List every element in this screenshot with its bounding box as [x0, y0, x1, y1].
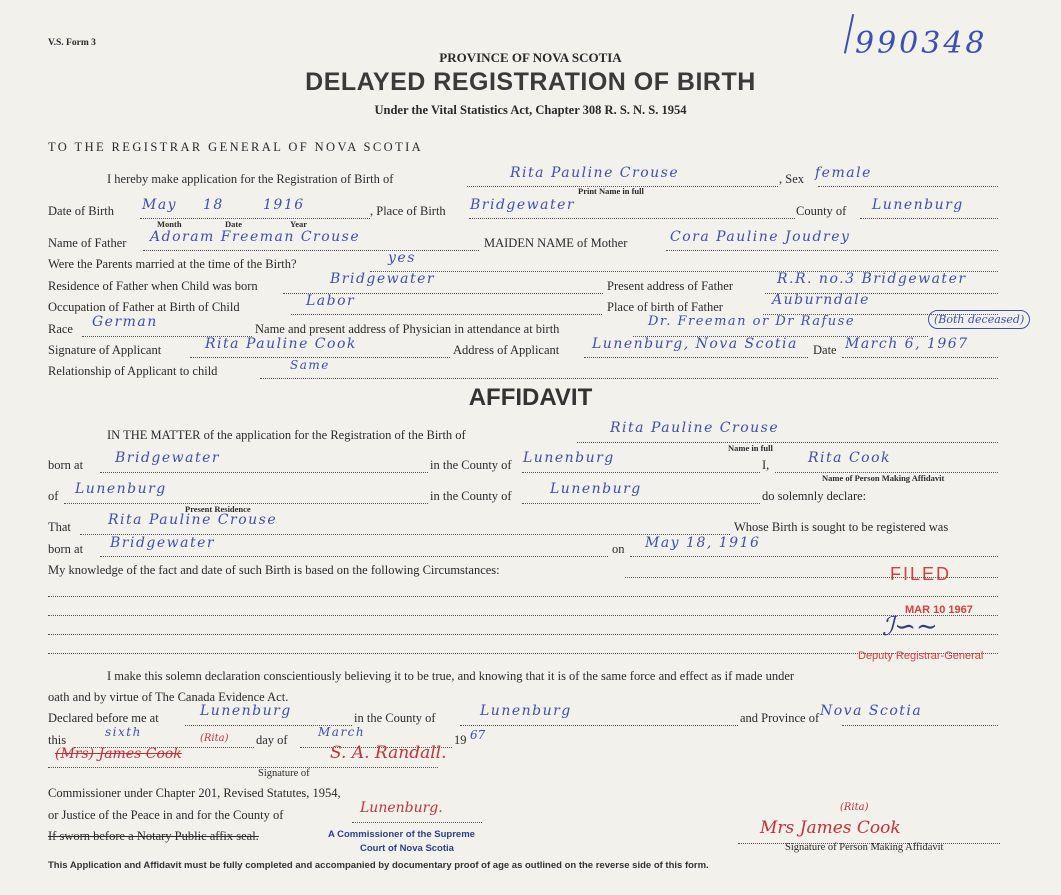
- footer-note: This Application and Affidavit must be fully completed and accompanied by documentary proof of age as outlined on the reverse side of this form.: [48, 860, 709, 871]
- applicant-signature: Rita Pauline Cook: [205, 336, 357, 352]
- solemn-line-1: I make this solemn declaration conscientiously believing it to be true, and knowing that it is of the same force and effect as if made under: [107, 669, 795, 683]
- place-label: , Place of Birth: [370, 204, 446, 218]
- justice-county-value: Lunenburg.: [360, 800, 443, 816]
- print-name-hint: Print Name in full: [578, 186, 644, 196]
- filed-date: MAR 10 1967: [905, 604, 973, 616]
- born-at-value: Bridgewater: [115, 450, 221, 466]
- commissioner-label: Commissioner under Chapter 201, Revised Statutes, 1954,: [48, 786, 341, 800]
- in-county-label: in the County of: [430, 458, 512, 472]
- form-title: DELAYED REGISTRATION OF BIRTH: [305, 68, 756, 96]
- affidavit-heading: AFFIDAVIT: [468, 384, 593, 411]
- in-county-label-2: in the County of: [430, 489, 512, 503]
- residence-hint: Present Residence: [185, 504, 251, 514]
- notary-stamp-line-1: A Commissioner of the Supreme: [328, 829, 475, 840]
- day-of-label: day of: [256, 733, 288, 747]
- signature-label: Signature of Applicant: [48, 343, 162, 357]
- declared-label: Declared before me at: [48, 711, 159, 725]
- signature-of-label: Signature of: [258, 768, 310, 779]
- this-label: this: [48, 733, 67, 747]
- rita-note: (Rita): [200, 733, 229, 744]
- married-value: yes: [388, 250, 416, 266]
- mother-value: Cora Pauline Joudrey: [670, 229, 851, 245]
- sex-label: , Sex: [779, 172, 804, 186]
- declare-label: do solemnly declare:: [762, 489, 867, 503]
- sex-value: female: [815, 165, 872, 181]
- applicant-address-label: Address of Applicant: [453, 343, 560, 357]
- child-name-value: Rita Pauline Crouse: [510, 165, 680, 181]
- notary-label: If sworn before a Notary Public affix seal.: [48, 829, 259, 843]
- province-label: and Province of: [740, 711, 820, 725]
- race-value: German: [92, 314, 158, 330]
- father-address-label: Present address of Father: [607, 279, 734, 293]
- occupation-label: Occupation of Father at Birth of Child: [48, 300, 240, 314]
- form-number: V.S. Form 3: [48, 38, 96, 48]
- year-prefix: 19: [454, 733, 467, 747]
- i-label: I,: [762, 458, 770, 472]
- physician-value: Dr. Freeman or Dr Rafuse: [648, 314, 856, 329]
- registrar-signature-icon: ℐ∽∼: [882, 612, 938, 642]
- born-at-label-2: born at: [48, 542, 84, 556]
- affidavit-county-value-2: Lunenburg: [550, 481, 642, 497]
- residence-label: Residence of Father when Child was born: [48, 279, 258, 293]
- father-birthplace-label: Place of birth of Father: [607, 300, 723, 314]
- year-hint: Year: [290, 219, 307, 229]
- county-label-3: in the County of: [354, 711, 436, 725]
- day-value: sixth: [105, 725, 142, 739]
- county-value-3: Lunenburg: [480, 703, 572, 719]
- on-value: May 18, 1916: [645, 535, 761, 551]
- born-at-value-2: Bridgewater: [110, 535, 216, 551]
- apply-label: I hereby make application for the Registration of Birth of: [107, 172, 394, 186]
- matter-label: IN THE MATTER of the application for the Registration of the Birth of: [107, 428, 466, 442]
- crossed-out-name: (Mrs) James Cook: [55, 746, 182, 762]
- month-value: March: [318, 725, 366, 739]
- occupation-value: Labor: [306, 293, 356, 309]
- born-at-label: born at: [48, 458, 84, 472]
- mother-label: MAIDEN NAME of Mother: [484, 236, 628, 250]
- affiant-signature-note: (Rita): [840, 802, 869, 813]
- affiant-hint: Name of Person Making Affidavit: [822, 473, 945, 483]
- relationship-label: Relationship of Applicant to child: [48, 364, 218, 378]
- affidavit-county-value: Lunenburg: [523, 450, 615, 466]
- of-label: of: [48, 489, 59, 503]
- father-label: Name of Father: [48, 236, 127, 250]
- province-heading: PROVINCE OF NOVA SCOTIA: [439, 50, 622, 65]
- year-value: 67: [470, 728, 486, 742]
- of-value: Lunenburg: [75, 481, 167, 497]
- declared-at-value: Lunenburg: [200, 703, 292, 719]
- date-value: March 6, 1967: [845, 336, 969, 352]
- file-number: 990348: [855, 26, 988, 61]
- dob-month-value: May: [142, 197, 178, 213]
- addressee-line: TO THE REGISTRAR GENERAL OF NOVA SCOTIA: [48, 140, 424, 154]
- whose-birth-label: Whose Birth is sought to be registered was: [734, 520, 949, 534]
- race-label: Race: [48, 322, 73, 336]
- affiant-signature: Mrs James Cook: [760, 818, 901, 838]
- county-value: Lunenburg: [872, 197, 964, 213]
- filed-stamp: FILED: [890, 564, 952, 584]
- justice-label: or Justice of the Peace in and for the County of: [48, 808, 284, 822]
- affiant-name-value: Rita Cook: [808, 450, 891, 466]
- official-signature: S. A. Randall.: [330, 743, 447, 763]
- father-birthplace-value: Auburndale: [772, 292, 870, 308]
- solemn-line-2: oath and by virtue of The Canada Evidence Act.: [48, 690, 289, 704]
- father-address-value: R.R. no.3 Bridgewater: [777, 271, 967, 287]
- father-value: Adoram Freeman Crouse: [150, 229, 361, 245]
- date-hint: Date: [225, 219, 242, 229]
- residence-value: Bridgewater: [330, 271, 436, 287]
- place-value: Bridgewater: [470, 197, 576, 213]
- affiant-signature-label: Signature of Person Making Affidavit: [785, 842, 944, 853]
- married-label: Were the Parents married at the time of the Birth?: [48, 257, 297, 271]
- province-value: Nova Scotia: [820, 703, 923, 719]
- dob-year-value: 1916: [263, 197, 305, 213]
- knowledge-label: My knowledge of the fact and date of such Birth is based on the following Circumstances:: [48, 563, 500, 577]
- affidavit-name-value: Rita Pauline Crouse: [610, 420, 780, 436]
- month-hint: Month: [157, 219, 182, 229]
- dob-date-value: 18: [203, 197, 224, 213]
- on-label: on: [612, 542, 625, 556]
- that-label: That: [48, 520, 71, 534]
- county-label: County of: [796, 204, 847, 218]
- name-in-full-hint: Name in full: [728, 443, 773, 453]
- that-value: Rita Pauline Crouse: [108, 512, 278, 528]
- relationship-value: Same: [290, 358, 330, 372]
- dob-label: Date of Birth: [48, 204, 114, 218]
- registrar-title: Deputy Registrar-General: [858, 650, 984, 662]
- notary-stamp-line-2: Court of Nova Scotia: [360, 843, 454, 854]
- form-subtitle: Under the Vital Statistics Act, Chapter 308 R. S. N. S. 1954: [374, 103, 687, 117]
- applicant-address-value: Lunenburg, Nova Scotia: [592, 336, 798, 352]
- date-label: Date: [813, 343, 837, 357]
- physician-label: Name and present address of Physician in attendance at birth: [255, 322, 560, 336]
- physician-note: (Both deceased): [928, 310, 1030, 329]
